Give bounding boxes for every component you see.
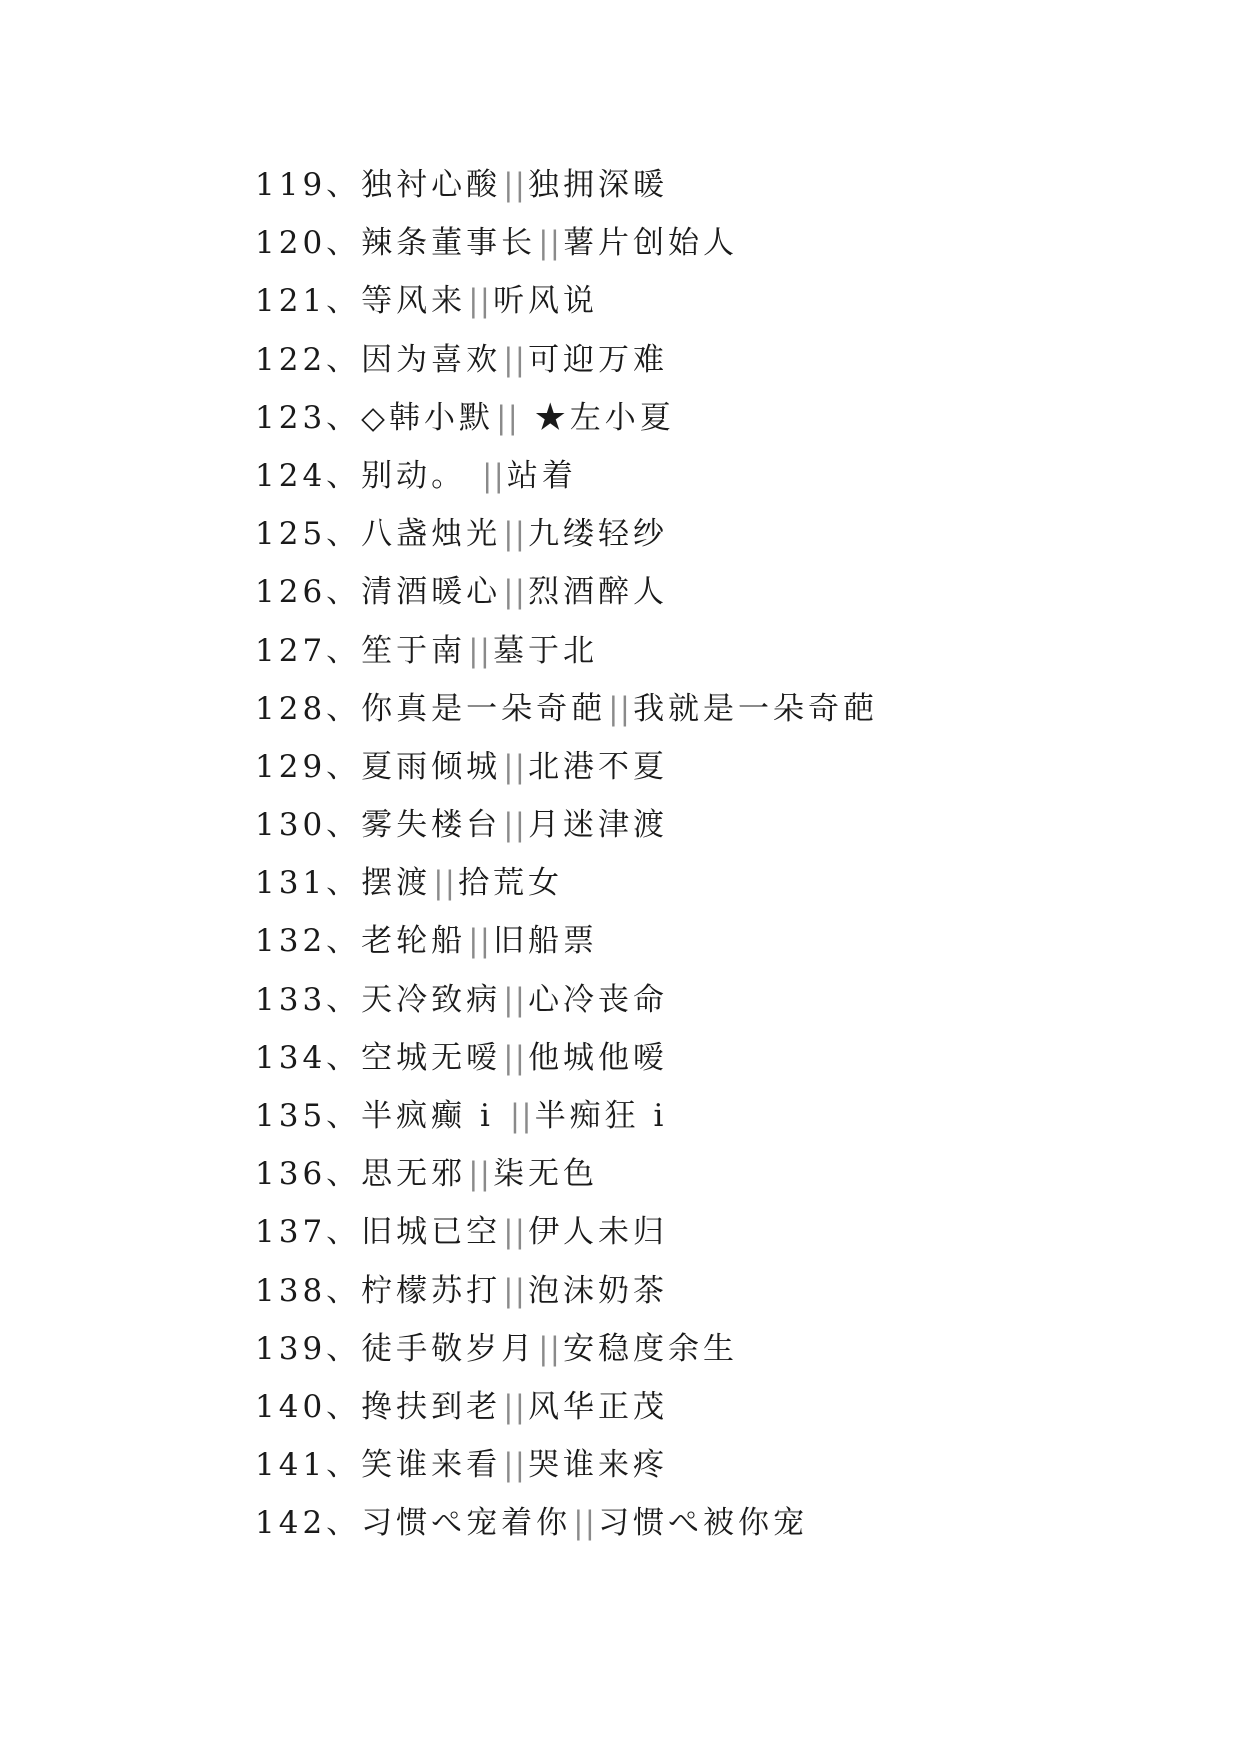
name-right: 我就是一朵奇葩 bbox=[633, 690, 879, 727]
separator: || bbox=[433, 865, 457, 902]
name-right: 烈酒醉人 bbox=[528, 574, 669, 611]
item-number: 127、 bbox=[255, 632, 362, 669]
separator: || bbox=[503, 516, 527, 553]
list-item bbox=[255, 1091, 878, 1149]
name-right: 半痴狂 i bbox=[534, 1098, 668, 1134]
name-right: 站着 bbox=[506, 457, 577, 494]
name-left: 徒手敬岁月 bbox=[361, 1330, 537, 1367]
separator: || bbox=[482, 457, 505, 494]
separator: || bbox=[538, 1330, 562, 1367]
separator: || bbox=[503, 574, 527, 611]
item-number: 139、 bbox=[255, 1330, 362, 1367]
separator: || bbox=[503, 1447, 527, 1484]
name-right: 哭谁来疼 bbox=[528, 1447, 669, 1484]
name-left: 摆渡 bbox=[361, 865, 432, 902]
name-left: 老轮船 bbox=[361, 923, 467, 960]
name-left: 思无邪 bbox=[361, 1156, 467, 1193]
separator: || bbox=[538, 225, 562, 262]
item-number: 128、 bbox=[255, 690, 362, 727]
item-number: 134、 bbox=[255, 1039, 362, 1076]
name-right: 听风说 bbox=[493, 283, 599, 320]
item-number: 126、 bbox=[255, 574, 362, 611]
item-number: 122、 bbox=[255, 341, 362, 378]
list-item bbox=[255, 567, 878, 625]
separator: || bbox=[503, 1214, 527, 1251]
name-right: 旧船票 bbox=[493, 923, 599, 960]
name-right: 他城他嗳 bbox=[528, 1039, 669, 1076]
name-left: 八盏烛光 bbox=[361, 516, 502, 553]
separator: || bbox=[468, 632, 492, 669]
list-item bbox=[255, 684, 878, 742]
list-item bbox=[255, 276, 878, 334]
separator: || bbox=[503, 748, 527, 785]
list-item bbox=[255, 451, 878, 509]
name-right: 可迎万难 bbox=[528, 341, 669, 378]
name-right: 泡沫奶茶 bbox=[528, 1272, 669, 1309]
separator: || bbox=[503, 807, 527, 844]
item-number: 119、 bbox=[255, 167, 362, 203]
item-number: 138、 bbox=[255, 1272, 362, 1309]
item-number: 123、 bbox=[255, 399, 362, 436]
name-right: ★左小夏 bbox=[520, 399, 675, 436]
name-right: 九缕轻纱 bbox=[528, 516, 669, 553]
name-left: 辣条董事长 bbox=[361, 225, 537, 262]
name-right: 安稳度余生 bbox=[563, 1330, 739, 1367]
list-item bbox=[255, 1382, 878, 1440]
name-left: 因为喜欢 bbox=[361, 341, 502, 378]
name-right: 墓于北 bbox=[493, 632, 599, 669]
name-right: 独拥深暖 bbox=[528, 167, 669, 203]
item-number: 137、 bbox=[255, 1214, 362, 1251]
list-item bbox=[255, 858, 878, 916]
separator: || bbox=[509, 1098, 533, 1134]
item-number: 142、 bbox=[255, 1505, 362, 1542]
separator: || bbox=[503, 1388, 527, 1425]
name-left: 柠檬苏打 bbox=[361, 1272, 502, 1309]
item-number: 141、 bbox=[255, 1447, 362, 1484]
name-left: 旧城已空 bbox=[361, 1214, 502, 1251]
list-item bbox=[255, 335, 878, 393]
item-number: 125、 bbox=[255, 516, 362, 553]
name-left: 天冷致病 bbox=[361, 981, 502, 1018]
name-left: 习惯ぺ宠着你 bbox=[361, 1505, 572, 1542]
name-right: 拾荒女 bbox=[458, 865, 564, 902]
name-left: 独衬心酸 bbox=[361, 167, 502, 203]
list-item bbox=[255, 1498, 878, 1556]
name-left: 搀扶到老 bbox=[361, 1388, 502, 1425]
list-item bbox=[255, 1149, 878, 1207]
name-left: 等风来 bbox=[361, 283, 467, 320]
list-item bbox=[255, 1266, 878, 1324]
list-item bbox=[255, 509, 878, 567]
item-number: 121、 bbox=[255, 283, 362, 320]
name-left: 笙于南 bbox=[361, 632, 467, 669]
name-left: 雾失楼台 bbox=[361, 807, 502, 844]
item-number: 140、 bbox=[255, 1388, 362, 1425]
name-left: 笑谁来看 bbox=[361, 1447, 502, 1484]
name-right: 薯片创始人 bbox=[563, 225, 739, 262]
item-number: 131、 bbox=[255, 865, 362, 902]
separator: || bbox=[503, 1272, 527, 1309]
separator: || bbox=[608, 690, 632, 727]
separator: || bbox=[503, 1039, 527, 1076]
item-number: 120、 bbox=[255, 225, 362, 262]
separator: || bbox=[503, 341, 527, 378]
name-right: 伊人未归 bbox=[528, 1214, 669, 1251]
name-right: 风华正茂 bbox=[528, 1388, 669, 1425]
name-right: 月迷津渡 bbox=[528, 807, 669, 844]
list-item bbox=[255, 916, 878, 974]
name-left: 夏雨倾城 bbox=[361, 748, 502, 785]
name-left: ◇韩小默 bbox=[361, 399, 495, 436]
list-item bbox=[255, 975, 878, 1033]
list-item bbox=[255, 1440, 878, 1498]
list-item bbox=[255, 160, 878, 218]
item-number: 136、 bbox=[255, 1156, 362, 1193]
name-right: 习惯ぺ被你宠 bbox=[598, 1505, 809, 1542]
separator: || bbox=[503, 167, 527, 203]
name-left: 半疯癫 i bbox=[361, 1098, 508, 1134]
name-right: 心冷丧命 bbox=[528, 981, 669, 1018]
name-left: 空城无嗳 bbox=[361, 1039, 502, 1076]
item-number: 132、 bbox=[255, 923, 362, 960]
list-item bbox=[255, 742, 878, 800]
separator: || bbox=[468, 283, 492, 320]
list-item bbox=[255, 1324, 878, 1382]
list-item bbox=[255, 1207, 878, 1265]
separator: || bbox=[468, 1156, 492, 1193]
list-item bbox=[255, 393, 878, 451]
list-item bbox=[255, 626, 878, 684]
name-left: 清酒暖心 bbox=[361, 574, 502, 611]
list-item bbox=[255, 1033, 878, 1091]
separator: || bbox=[496, 399, 519, 436]
separator: || bbox=[468, 923, 492, 960]
item-number: 133、 bbox=[255, 981, 362, 1018]
separator: || bbox=[503, 981, 527, 1018]
list-item bbox=[255, 218, 878, 276]
name-left: 别动。 bbox=[361, 457, 481, 494]
item-number: 135、 bbox=[255, 1098, 362, 1134]
name-left: 你真是一朵奇葩 bbox=[361, 690, 607, 727]
name-right: 柒无色 bbox=[493, 1156, 599, 1193]
list-item bbox=[255, 800, 878, 858]
item-number: 130、 bbox=[255, 807, 362, 844]
name-right: 北港不夏 bbox=[528, 748, 669, 785]
item-number: 124、 bbox=[255, 457, 362, 494]
item-number: 129、 bbox=[255, 748, 362, 785]
separator: || bbox=[573, 1505, 597, 1542]
couple-names-list bbox=[255, 160, 878, 1557]
